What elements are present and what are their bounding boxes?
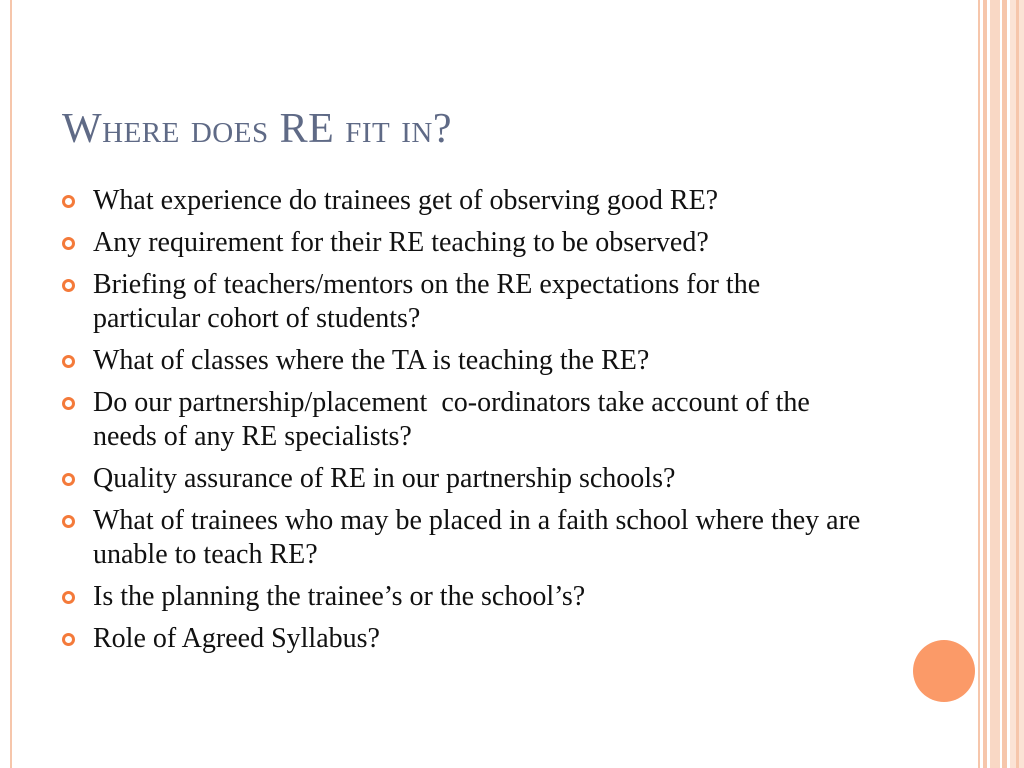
- bullet-item: [62, 386, 862, 454]
- left-border-line: [10, 0, 12, 768]
- bullet-text: Is the planning the trainee’s or the school’s?: [93, 581, 586, 612]
- bullet-item: [62, 504, 862, 572]
- bullet-icon: [62, 397, 75, 410]
- bullet-text: What experience do trainees get of observing good RE?: [93, 185, 719, 216]
- bullet-icon: [62, 237, 75, 250]
- bullet-item: [62, 622, 862, 656]
- bullet-icon: [62, 515, 75, 528]
- bullet-item: [62, 580, 862, 614]
- right-border-stripe: [978, 0, 980, 768]
- bullet-item: [62, 226, 862, 260]
- bullet-icon: [62, 355, 75, 368]
- bullet-list: [62, 184, 862, 664]
- bullet-text: Role of Agreed Syllabus?: [93, 623, 380, 654]
- bullet-text: Any requirement for their RE teaching to be observed?: [93, 227, 709, 258]
- bullet-text: Do our partnership/placement co-ordinators take account of the needs of any RE specialists?: [93, 387, 817, 452]
- orange-circle-decoration: [913, 640, 975, 702]
- right-border-stripe: [990, 0, 1000, 768]
- right-border-stripe: [1002, 0, 1007, 768]
- bullet-icon: [62, 279, 75, 292]
- bullet-text: Briefing of teachers/mentors on the RE expectations for the particular cohort of students?: [93, 269, 761, 334]
- bullet-text: What of classes where the TA is teaching the RE?: [93, 345, 650, 376]
- bullet-text: What of trainees who may be placed in a faith school where they are unable to teach RE?: [93, 505, 861, 570]
- bullet-icon: [62, 195, 75, 208]
- bullet-item: [62, 344, 862, 378]
- bullet-item: [62, 462, 862, 496]
- right-border-stripe: [983, 0, 987, 768]
- bullet-icon: [62, 633, 75, 646]
- bullet-item: [62, 268, 862, 336]
- bullet-icon: [62, 591, 75, 604]
- bullet-text: Quality assurance of RE in our partnership schools?: [93, 463, 676, 494]
- right-border-stripe: [1016, 0, 1019, 768]
- slide-title: Where does RE fit in?: [62, 106, 452, 152]
- bullet-icon: [62, 473, 75, 486]
- bullet-item: [62, 184, 862, 218]
